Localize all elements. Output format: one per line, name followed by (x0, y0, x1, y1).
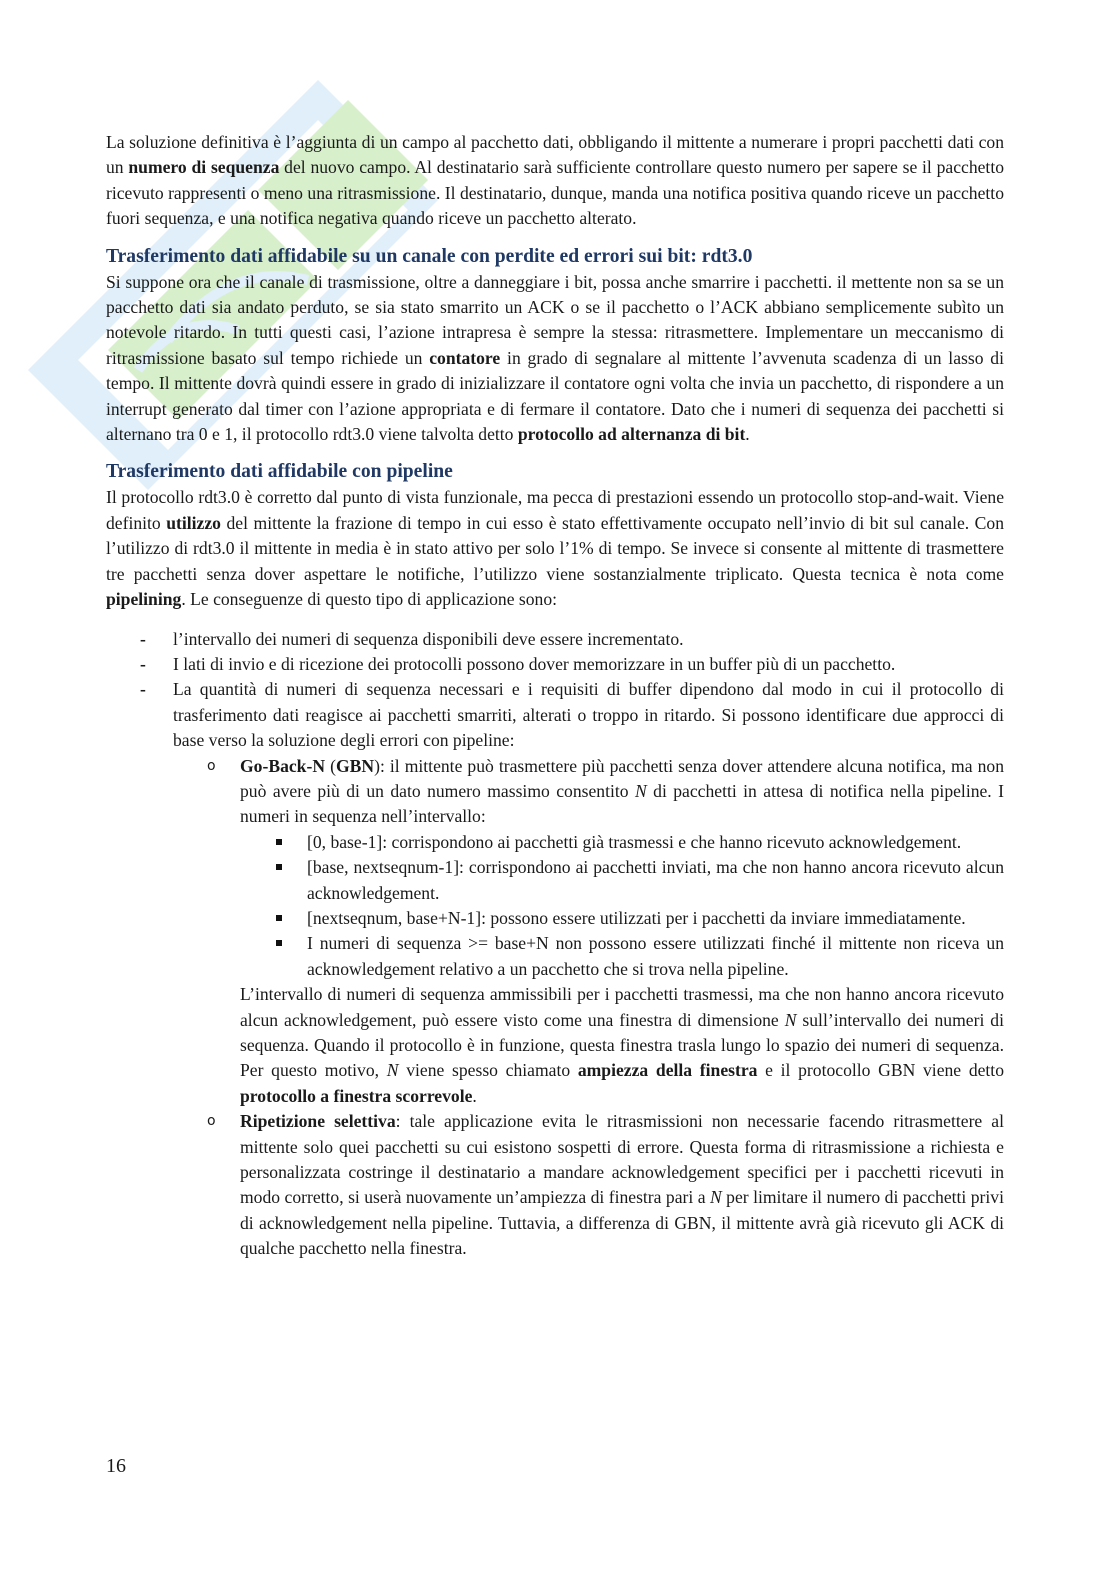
square-bullet-icon (276, 864, 282, 870)
list-item: [base, nextseqnum-1]: corrispondono ai pacchetti inviati, ma che non hanno ancora ricevuto alcun acknowledgement. (240, 855, 1004, 906)
list-item: - I lati di invio e di ricezione dei protocolli possono dover memorizzare in un buffer più di un pacchetto. (106, 652, 1004, 677)
intro-paragraph: La soluzione definitiva è l’aggiunta di un campo al pacchetto dati, obbligando il mittente a numerare i propri pacchetti dati con un numero di sequenza del nuovo campo. Al destinatario sarà sufficiente controllare questo numero per sapere se il pacchetto ricevuto rappresenti o meno una ritrasmissione. Il destinatario, dunque, manda una notifica positiva quando riceve un pacchetto fuori sequenza, e una notifica negativa quando riceve un pacchetto alterato. (106, 132, 1005, 229)
square-bullet-icon (276, 940, 282, 946)
gbn-intervals-list (240, 830, 1004, 982)
gbn-window-paragraph: L’intervallo di numeri di sequenza ammissibili per i pacchetti trasmessi, ma che non hanno ancora ricevuto alcun acknowledgement, può essere visto come una finestra di dimensione N sull’intervallo dei numeri di sequenza. Quando il protocollo è in funzione, questa finestra trasla lungo lo spazio dei numeri di sequenza. Per questo motivo, N viene spesso chiamato ampiezza della finestra e il protocollo GBN viene detto protocollo a finestra scorrevole. (240, 984, 1004, 1106)
consequences-list (106, 627, 1004, 1262)
list-item: I numeri di sequenza >= base+N non possono essere utilizzati finché il mittente non riceva un acknowledgement relativo a un pacchetto che si trova nella pipeline. (240, 931, 1004, 982)
square-bullet-icon (276, 839, 282, 845)
list-item: - La quantità di numeri di sequenza necessari e i requisiti di buffer dipendono dal modo in cui il protocollo di trasferimento dati reagisce ai pacchetti smarriti, alterati o troppo in ritardo. Si possono identificare due approcci di base verso la soluzione degli errori con pipeline: o Go-Back-N (GBN): il mittente può trasmettere più pacchetti senza dover attendere alcuna notifica, ma non può avere più di un dato numero massimo consentito N di pacchetti in attesa di notifica nella pipeline. I numeri in sequenza nell’intervallo: [0, base-1]: corrispondono ai pacchetti già trasmessi e che hanno ricevuto acknowledgement. [base, nextseqnum-1]: corrispondono ai pacchetti inviati, ma che non hanno ancora ricevuto alcun acknowledgement. [nextseqnum, base+N-1]: possono essere utilizzati per i pacchetti da inviare immediatamente. I numeri di sequenza >= base+N non possono essere utilizzati finché il mittente non riceva un acknowledgement relativo a un pacchetto che si trova nella pipeline. L’intervallo di numeri di sequenza ammissibili per i pacchetti trasmessi, ma che non hanno ancora ricevuto alcun acknowledgement, può essere visto come una finestra di dimensione N sull’intervallo dei numeri di sequenza. Quando il protocollo è in funzione, questa finestra trasla lungo lo spazio dei numeri di sequenza. Per questo motivo, N viene spesso chiamato ampiezza della finestra e il protocollo GBN viene detto protocollo a finestra scorrevole. o Ripetizione selettiva: tale applicazione evita le ritrasmissioni non necessarie facendo ritrasmettere al mittente solo quei pacchetti su cui esistono sospetti di errore. Questa forma di ritrasmissione a richiesta e personalizzata costringe il destinatario a mandare acknowledgement specifici per i pacchetti ricevuti in modo corretto, si userà nuovamente un’ampiezza di finestra pari a N per limitare il numero di pacchetti privi di acknowledgement nella pipeline. Tuttavia, a differenza di GBN, il mittente avrà già ricevuto gli ACK di qualche pacchetto nella finestra. (106, 677, 1004, 1261)
gbn-item: o Go-Back-N (GBN): il mittente può trasmettere più pacchetti senza dover attendere alcuna notifica, ma non può avere più di un dato numero massimo consentito N di pacchetti in attesa di notifica nella pipeline. I numeri in sequenza nell’intervallo: [0, base-1]: corrispondono ai pacchetti già trasmessi e che hanno ricevuto acknowledgement. [base, nextseqnum-1]: corrispondono ai pacchetti inviati, ma che non hanno ancora ricevuto alcun acknowledgement. [nextseqnum, base+N-1]: possono essere utilizzati per i pacchetti da inviare immediatamente. I numeri di sequenza >= base+N non possono essere utilizzati finché il mittente non riceva un acknowledgement relativo a un pacchetto che si trova nella pipeline. L’intervallo di numeri di sequenza ammissibili per i pacchetti trasmessi, ma che non hanno ancora ricevuto alcun acknowledgement, può essere visto come una finestra di dimensione N sull’intervallo dei numeri di sequenza. Quando il protocollo è in funzione, questa finestra trasla lungo lo spazio dei numeri di sequenza. Per questo motivo, N viene spesso chiamato ampiezza della finestra e il protocollo GBN viene detto protocollo a finestra scorrevole. (173, 754, 1004, 1110)
circle-bullet: o (207, 1113, 216, 1130)
square-bullet-icon (276, 915, 282, 921)
list-item: - l’intervallo dei numeri di sequenza disponibili deve essere incrementato. (106, 627, 1004, 652)
pipeline-paragraph: Il protocollo rdt3.0 è corretto dal punto di vista funzionale, ma pecca di prestazioni essendo un protocollo stop-and-wait. Viene definito utilizzo del mittente la frazione di tempo in cui esso è stato effettivamente occupato nell’invio di bit sul canale. Con l’utilizzo di rdt3.0 il mittente in media è in stato attivo per solo l’1% di tempo. Se invece si consente al mittente di trasmettere tre pacchetti senza dover aspettare le notifiche, l’utilizzo viene sostanzialmente triplicato. Questa tecnica è nota come pipelining. Le conseguenze di questo tipo di applicazione sono: (106, 487, 1005, 610)
approaches-list (173, 754, 1004, 1262)
section-heading-rdt30: Trasferimento dati affidabile su un canale con perdite ed errori sui bit: rdt3.0 (106, 245, 753, 267)
page-number: 16 (106, 1455, 126, 1477)
rdt30-paragraph: Si suppone ora che il canale di trasmissione, oltre a danneggiare i bit, possa anche smarrire i pacchetti. il mettente non sa se un pacchetto dati sia andato perduto, se sia stato smarrito un ACK o se il pacchetto o l’ACK abbiano semplicemente subìto un notevole ritardo. In tutti questi casi, l’azione intrapresa è sempre la stessa: ritrasmettere. Implementare un meccanismo di ritrasmissione basato sul tempo richiede un contatore in grado di segnalare al mittente l’avvenuta scadenza di un lasso di tempo. Il mittente dovrà quindi essere in grado di inizializzare il contatore ogni volta che invia un pacchetto, di rispondere a un interrupt generato dal timer con l’azione appropriata e di fermare il contatore. Dato che i numeri di sequenza dei pacchetti si alternano tra 0 e 1, il protocollo rdt3.0 viene talvolta detto protocollo ad alternanza di bit. (106, 271, 1004, 445)
list-item: [0, base-1]: corrispondono ai pacchetti già trasmessi e che hanno ricevuto acknowledgement. (240, 830, 1004, 855)
section-heading-pipeline: Trasferimento dati affidabile con pipeline (106, 461, 453, 483)
document-page (106, 130, 1004, 1262)
selective-repeat-item: o Ripetizione selettiva: tale applicazione evita le ritrasmissioni non necessarie facendo ritrasmettere al mittente solo quei pacchetti su cui esistono sospetti di errore. Questa forma di ritrasmissione a richiesta e personalizzata costringe il destinatario a mandare acknowledgement specifici per i pacchetti ricevuti in modo corretto, si userà nuovamente un’ampiezza di finestra pari a N per limitare il numero di pacchetti privi di acknowledgement nella pipeline. Tuttavia, a differenza di GBN, il mittente avrà già ricevuto gli ACK di qualche pacchetto nella finestra. (207, 1111, 1004, 1259)
circle-bullet: o (207, 757, 216, 774)
list-item: [nextseqnum, base+N-1]: possono essere utilizzati per i pacchetti da inviare immediatamente. (240, 906, 1004, 931)
